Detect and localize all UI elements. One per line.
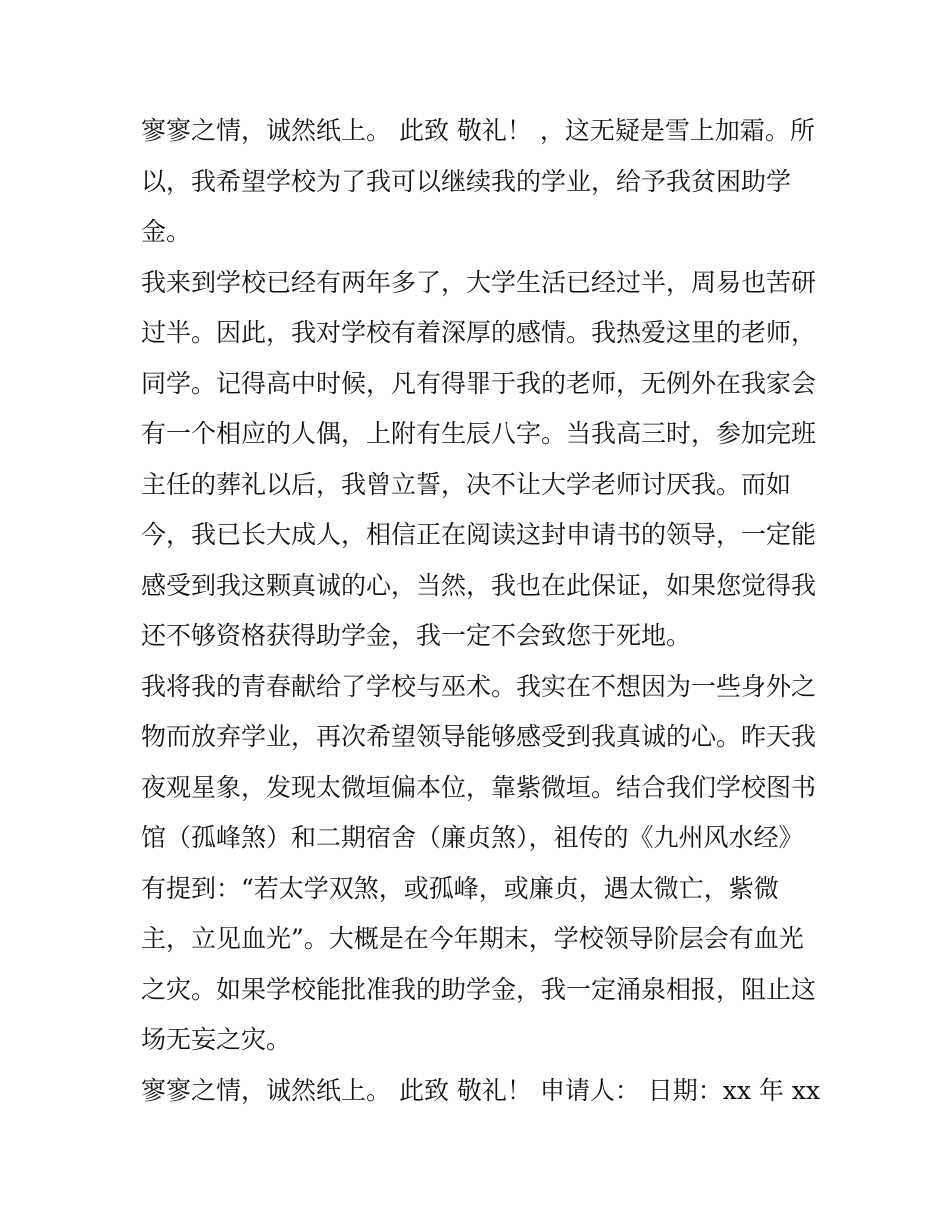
text-line: 感受到我这颗真诚的心，当然，我也在此保证，如果您觉得我 — [141, 570, 817, 600]
text-line: 有提到：“若太学双煞，或孤峰，或廉贞，遇太微亡，紫微 — [141, 873, 779, 903]
text-line: 主，立见血光”。大概是在今年期末，学校领导阶层会有血光 — [141, 924, 804, 953]
text-line: 同学。记得高中时候，凡有得罪于我的老师，无例外在我家会 — [141, 368, 817, 398]
text-line: 以，我希望学校为了我可以继续我的学业，给予我贫困助学 — [141, 166, 792, 196]
text-line: 还不够资格获得助学金，我一定不会致您于死地。 — [141, 621, 692, 650]
text-line: 寥寥之情，诚然纸上。 此致 敬礼！ 申请人： 日期：xx 年 xx — [141, 1075, 821, 1105]
text-line: 之灾。如果学校能批准我的助学金，我一定涌泉相报，阻止这 — [141, 974, 817, 1004]
text-line: 夜观星象，发现太微垣偏本位，靠紫微垣。结合我们学校图书 — [141, 772, 817, 802]
text-line: 场无妄之灾。 — [141, 1025, 292, 1054]
text-line: 过半。因此，我对学校有着深厚的感情。我热爱这里的老师， — [141, 318, 817, 347]
text-line: 物而放弃学业，再次希望领导能够感受到我真诚的心。昨天我 — [141, 722, 817, 751]
document-body — [141, 106, 821, 1116]
text-line: 我来到学校已经有两年多了，大学生活已经过半，周易也苦研 — [141, 267, 817, 297]
text-line: 今，我已长大成人，相信正在阅读这封申请书的领导，一定能 — [141, 520, 817, 549]
text-line: 主任的葬礼以后，我曾立誓，决不让大学老师讨厌我。而如 — [141, 469, 792, 499]
text-line: 馆（孤峰煞）和二期宿舍（廉贞煞），祖传的《九州风水经》 — [141, 823, 804, 852]
text-line: 寥寥之情，诚然纸上。 此致 敬礼！ ，这无疑是雪上加霜。所 — [141, 116, 815, 145]
text-line: 我将我的青春献给了学校与巫术。我实在不想因为一些身外之 — [141, 671, 817, 701]
text-line: 有一个相应的人偶，上附有生辰八字。当我高三时，参加完班 — [141, 419, 817, 448]
text-line: 金。 — [141, 217, 192, 246]
